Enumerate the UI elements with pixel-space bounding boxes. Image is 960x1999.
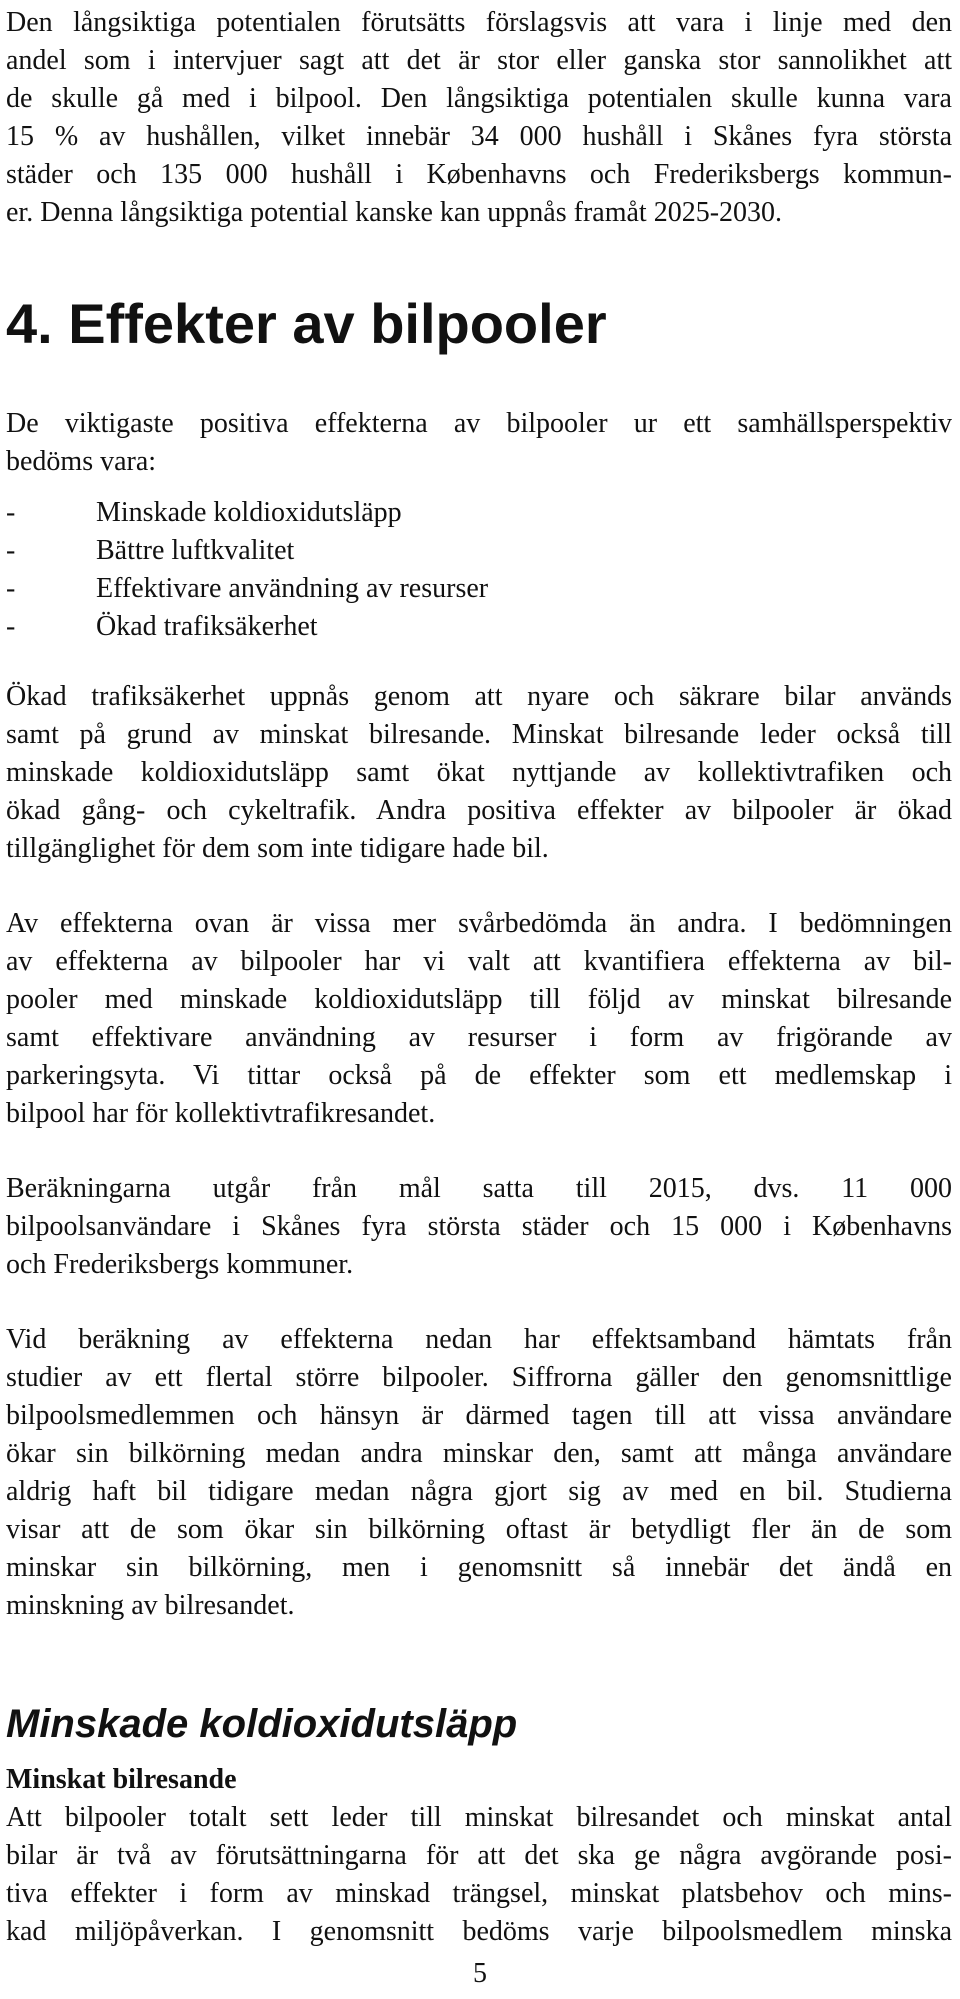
list-item	[6, 570, 488, 608]
subsection-heading: Minskade koldioxidutsläpp	[6, 1702, 518, 1746]
page-number: 5	[473, 1958, 487, 1989]
list-marker: -	[6, 611, 16, 642]
paragraph-line: ökad gång- och cykeltrafik. Andra positiva effekter av bilpooler är ökad	[6, 795, 952, 826]
paragraph-line: tiva effekter i form av minskad trängsel, minskat platsbehov och mins-	[6, 1878, 952, 1909]
list-item-text: Bättre luftkvalitet	[96, 535, 295, 566]
list-item-text: Effektivare användning av resurser	[96, 573, 489, 604]
section-heading: 4. Effekter av bilpooler	[6, 292, 607, 355]
intro-line: städer och 135 000 hushåll i Københavns och Frederiksbergs kommun-	[6, 159, 952, 190]
paragraph-line: av effekterna av bilpooler har vi valt att kvantifiera effekterna av bil-	[6, 946, 952, 977]
intro-line: de skulle gå med i bilpool. Den långsiktiga potentialen skulle kunna vara	[6, 83, 952, 114]
list-marker: -	[6, 573, 16, 604]
paragraph-line: bilar är två av förutsättningarna för att det ska ge några avgörande posi-	[6, 1840, 952, 1871]
intro-line: er. Denna långsiktiga potential kanske kan uppnås framåt 2025-2030.	[6, 197, 783, 228]
paragraph-line: kad miljöpåverkan. I genomsnitt bedöms varje bilpoolsmedlem minska	[6, 1916, 952, 1947]
paragraph-line: Av effekterna ovan är vissa mer svårbedömda än andra. I bedömningen	[6, 908, 952, 939]
paragraph-line: minskar sin bilkörning, men i genomsnitt så innebär det ändå en	[6, 1552, 952, 1583]
paragraph-line: bilpool har för kollektivtrafikresandet.	[6, 1098, 436, 1129]
paragraph-line: bilpoolsanvändare i Skånes fyra största städer och 15 000 i Københavns	[6, 1211, 952, 1242]
paragraph-line: Att bilpooler totalt sett leder till minskat bilresandet och minskat antal	[6, 1802, 952, 1833]
list-item-text: Minskade koldioxidutsläpp	[96, 497, 402, 528]
paragraph-line: minskning av bilresandet.	[6, 1590, 295, 1621]
paragraph-line: minskade koldioxidutsläpp samt ökat nyttjande av kollektivtrafiken och	[6, 757, 952, 788]
intro-line: andel som i intervjuer sagt att det är stor eller ganska stor sannolikhet att	[6, 45, 952, 76]
list-item	[6, 494, 402, 532]
paragraph-line: tillgänglighet för dem som inte tidigare hade bil.	[6, 833, 549, 864]
paragraph-line: bilpoolsmedlemmen och hänsyn är därmed tagen till att vissa användare	[6, 1400, 952, 1431]
subsubsection-heading: Minskat bilresande	[6, 1764, 237, 1795]
paragraph-line: och Frederiksbergs kommuner.	[6, 1249, 354, 1280]
list-item	[6, 532, 294, 570]
paragraph-line: Beräkningarna utgår från mål satta till 2015, dvs. 11 000	[6, 1173, 952, 1204]
intro-line: Den långsiktiga potentialen förutsätts förslagsvis att vara i linje med den	[6, 7, 952, 38]
paragraph-line: parkeringsyta. Vi tittar också på de effekter som ett medlemskap i	[6, 1060, 952, 1091]
paragraph-line: Vid beräkning av effekterna nedan har effektsamband hämtats från	[6, 1324, 952, 1355]
paragraph-line: studier av ett flertal större bilpooler. Siffrorna gäller den genomsnittlige	[6, 1362, 952, 1393]
list-marker: -	[6, 535, 16, 566]
paragraph-line: samt effektivare användning av resurser i form av frigörande av	[6, 1022, 952, 1053]
paragraph-line: samt på grund av minskat bilresande. Minskat bilresande leder också till	[6, 719, 952, 750]
paragraph-line: visar att de som ökar sin bilkörning oftast är betydligt fler än de som	[6, 1514, 952, 1545]
effects-intro-line: De viktigaste positiva effekterna av bilpooler ur ett samhällsperspektiv	[6, 408, 952, 439]
paragraph-line: pooler med minskade koldioxidutsläpp till följd av minskat bilresande	[6, 984, 952, 1015]
list-item	[6, 608, 318, 646]
list-item-text: Ökad trafiksäkerhet	[96, 611, 318, 642]
paragraph-line: aldrig haft bil tidigare medan några gjort sig av med en bil. Studierna	[6, 1476, 952, 1507]
paragraph-line: Ökad trafiksäkerhet uppnås genom att nyare och säkrare bilar används	[6, 681, 952, 712]
paragraph-line: ökar sin bilkörning medan andra minskar den, samt att många användare	[6, 1438, 952, 1469]
list-marker: -	[6, 497, 16, 528]
effects-intro-line: bedöms vara:	[6, 446, 157, 477]
intro-line: 15 % av hushållen, vilket innebär 34 000 hushåll i Skånes fyra största	[6, 121, 952, 152]
